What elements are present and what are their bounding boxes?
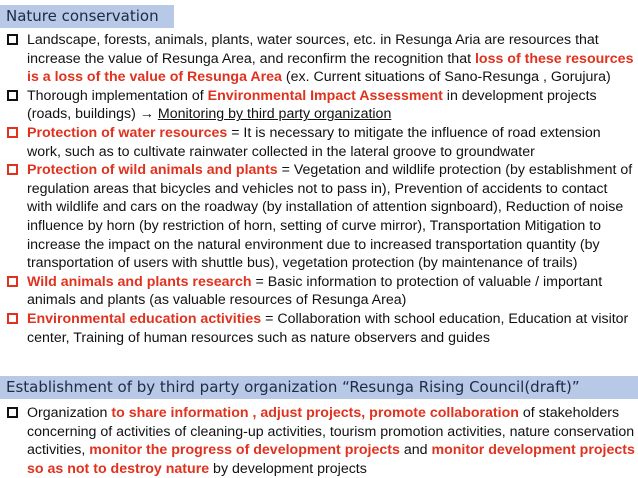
list-item <box>0 31 638 87</box>
highlighted-text: Protection of wild animals and plants <box>27 162 278 179</box>
council-list <box>0 404 638 478</box>
item-text: and <box>399 442 432 459</box>
list-item <box>0 87 638 124</box>
nature-conservation-list <box>0 31 638 347</box>
item-text: = Collaboration with school education, Education at visitor center, Training of human resources such as nature observers and guides <box>27 310 629 346</box>
highlighted-text: Protection of water resources <box>27 124 228 141</box>
item-text: Landscape, forests, animals, plants, water sources, etc. in Resunga Aria are resources that increase the value of Resunga Area, and reconfirm the recognition that <box>27 32 599 67</box>
highlighted-text: to share information , adjust projects, promote collaboration <box>111 405 519 421</box>
item-text: = Basic information to protection of valuable / important animals and plants (as valuable resources of Resunga Area) <box>27 273 603 309</box>
list-item <box>0 161 638 273</box>
section-heading-council: Establishment of by third party organization “Resunga Rising Council(draft)” <box>0 376 638 399</box>
list-item <box>0 404 638 478</box>
highlighted-text: Wild animals and plants research <box>27 273 252 290</box>
item-text: = Vegetation and wildlife protection (by establishment of regulation areas that bicycles and vehicles not to pass in), Prevention of accidents to contact with wildlife and cars on the roadway (by installation of attention signboard), Reduction of noise influence by horn (by restriction of horn, setting of curve mirror), Transportation Mitigation to increase the impact on the natural environment due to increased transportation quantity (by transportation of users with shuttle bus), vegetation protection (by maintenance of trails) <box>27 162 633 272</box>
checkbox-bullet-icon <box>7 276 18 287</box>
highlighted-text: Environmental education activities <box>27 310 262 327</box>
section-heading-nature-conservation: Nature conservation <box>0 5 174 28</box>
list-item <box>0 273 638 310</box>
checkbox-bullet-icon <box>7 34 18 45</box>
item-text: = It is necessary to mitigate the influence of road extension work, such as to cultivate rainwater collected in the lateral groove to groundwater <box>27 124 601 160</box>
highlighted-text: loss of these resources is a loss of the value of Resunga Area <box>27 50 634 86</box>
item-text: (ex. Current situations of Sano-Resunga , Gorujura) <box>281 69 611 86</box>
checkbox-bullet-icon <box>7 313 18 324</box>
highlighted-text: Environmental Impact Assessment <box>207 87 443 104</box>
checkbox-bullet-icon <box>7 127 18 138</box>
item-text: by development projects <box>209 460 367 477</box>
highlighted-text: monitor development projects so as not to destroy nature <box>27 442 635 477</box>
item-text: Thorough implementation of <box>27 87 208 104</box>
list-item <box>0 310 638 347</box>
checkbox-bullet-icon <box>7 90 18 101</box>
underlined-text: Monitoring by third party organization <box>157 106 392 123</box>
highlighted-text: monitor the progress of development projects <box>89 442 400 459</box>
item-text: in development projects (roads, buildings) → <box>27 87 597 123</box>
checkbox-bullet-icon <box>7 164 18 175</box>
list-item <box>0 124 638 161</box>
item-text: Organization <box>27 405 112 421</box>
item-text: of stakeholders concerning of activities of cleaning-up activities, tourism promotion activities, nature conservation activities, <box>27 405 635 459</box>
checkbox-bullet-icon <box>7 407 18 418</box>
